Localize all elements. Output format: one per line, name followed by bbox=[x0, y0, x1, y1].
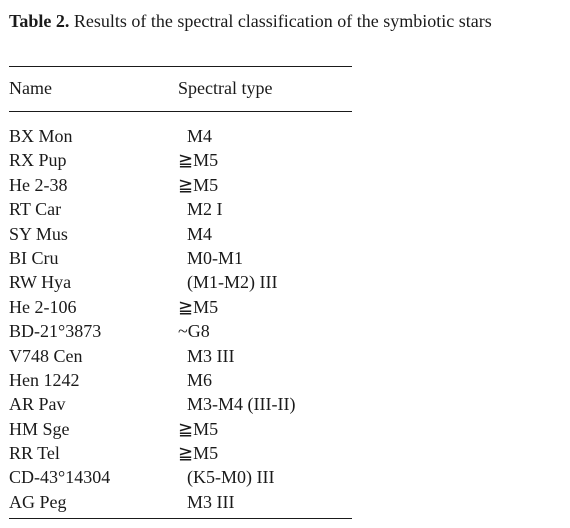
star-name: V748 Cen bbox=[9, 345, 83, 366]
spectral-type: M4 bbox=[178, 126, 213, 146]
star-name: RT Car bbox=[9, 199, 62, 220]
star-name: BD-21°3873 bbox=[9, 321, 102, 342]
table-row bbox=[0, 319, 570, 343]
spectral-type: M3 III bbox=[178, 491, 235, 512]
table-row bbox=[0, 417, 570, 441]
table-row bbox=[0, 222, 570, 246]
table-row bbox=[0, 246, 570, 270]
spectral-type: ≧M5 bbox=[178, 174, 219, 195]
spectral-type: ~G8 bbox=[178, 321, 210, 342]
table-row bbox=[0, 344, 570, 368]
spectral-type: M3 III bbox=[178, 345, 235, 366]
spectral-type: ≧M5 bbox=[178, 296, 219, 317]
star-name: BX Mon bbox=[9, 126, 73, 146]
spectral-type: ≧M5 bbox=[178, 443, 219, 464]
spectral-type: ≧M5 bbox=[178, 150, 219, 171]
star-name: Hen 1242 bbox=[9, 369, 80, 390]
star-name: HM Sge bbox=[9, 418, 70, 439]
table-label: Table 2. bbox=[9, 11, 70, 31]
star-name: He 2-106 bbox=[9, 296, 77, 317]
spectral-type: (M1-M2) III bbox=[178, 272, 278, 293]
table-row bbox=[0, 124, 570, 148]
star-name: RW Hya bbox=[9, 272, 72, 293]
star-name: RX Pup bbox=[9, 150, 67, 171]
spectral-type: M6 bbox=[178, 369, 213, 390]
star-name: AG Peg bbox=[9, 491, 67, 512]
table-row bbox=[0, 368, 570, 392]
bottom-rule bbox=[9, 518, 352, 519]
spectral-type: M4 bbox=[178, 223, 213, 244]
spectral-type: M0-M1 bbox=[178, 247, 244, 268]
table-row bbox=[0, 148, 570, 172]
spectral-type: M3-M4 (III-II) bbox=[178, 394, 296, 415]
star-name: BI Cru bbox=[9, 247, 59, 268]
table-row bbox=[0, 295, 570, 319]
star-name: He 2-38 bbox=[9, 174, 68, 195]
table-row bbox=[0, 441, 570, 465]
star-name: AR Pav bbox=[9, 394, 66, 415]
header-spectral-type: Spectral type bbox=[178, 78, 273, 98]
table-caption-text: Results of the spectral classification of the symbiotic stars bbox=[69, 11, 492, 31]
header-name: Name bbox=[9, 78, 52, 98]
table-row bbox=[0, 465, 570, 489]
table-row bbox=[0, 197, 570, 221]
spectral-type: (K5-M0) III bbox=[178, 467, 275, 488]
table-row bbox=[0, 392, 570, 416]
table-row bbox=[0, 173, 570, 197]
star-name: CD-43°14304 bbox=[9, 467, 111, 488]
spectral-type: M2 I bbox=[178, 199, 223, 220]
table-caption bbox=[9, 9, 561, 33]
star-name: RR Tel bbox=[9, 443, 60, 464]
spectral-type: ≧M5 bbox=[178, 418, 219, 439]
table-row bbox=[0, 490, 570, 514]
header-rule bbox=[9, 111, 352, 112]
table-row bbox=[0, 270, 570, 294]
table-body bbox=[0, 124, 570, 514]
top-rule bbox=[9, 66, 352, 67]
star-name: SY Mus bbox=[9, 223, 68, 244]
